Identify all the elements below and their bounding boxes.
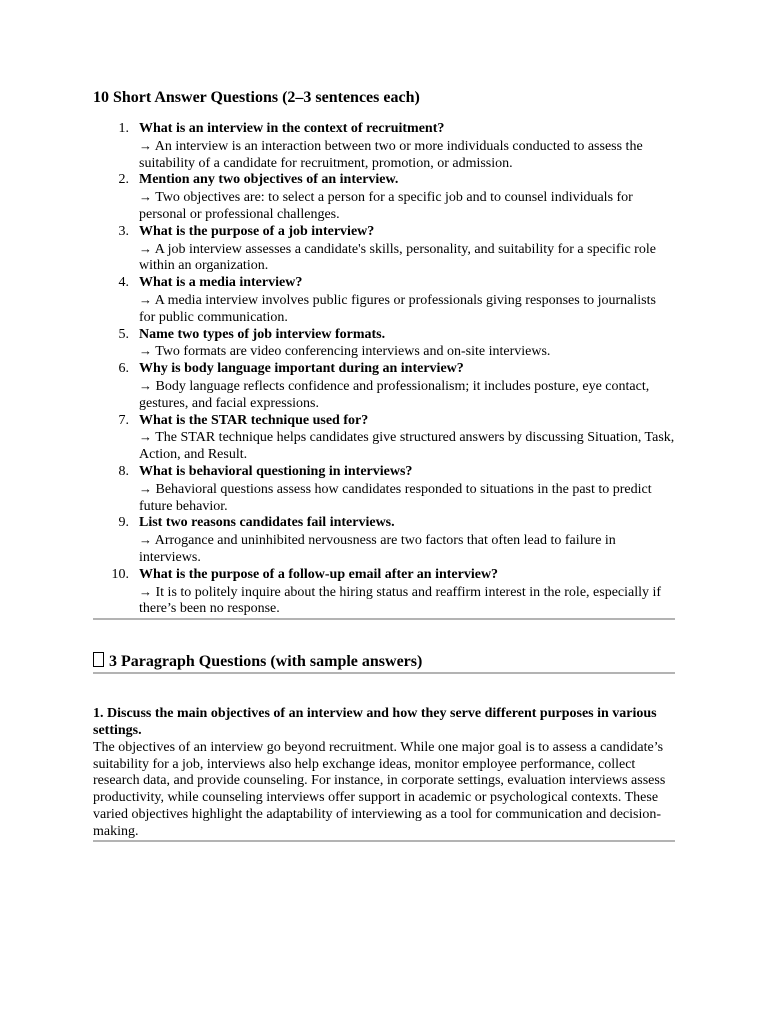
question-text: Name two types of job interview formats.: [139, 326, 386, 342]
list-item: [93, 464, 675, 515]
list-item: [93, 567, 675, 618]
list-item: [93, 413, 675, 464]
question-text: What is an interview in the context of recruitment?: [139, 121, 445, 136]
list-item: [93, 121, 675, 172]
short-answer-heading: 10 Short Answer Questions (2–3 sentences each): [93, 89, 420, 106]
arrow-icon: →: [139, 480, 152, 496]
arrow-icon: →: [139, 532, 152, 548]
paragraph-question-block: [93, 706, 675, 840]
list-item: [93, 172, 675, 223]
answer-text: → Two objectives are: to select a person for a specific job and to counsel individuals for personal or professional challenges.: [139, 189, 633, 222]
item-number: 3.: [118, 223, 129, 239]
question-text: Mention any two objectives of an interview.: [139, 172, 399, 188]
short-answer-list: [93, 121, 675, 618]
list-item: [93, 515, 675, 566]
item-number: 10.: [111, 566, 129, 582]
arrow-icon: →: [139, 291, 152, 307]
question-text: List two reasons candidates fail interviews.: [139, 515, 395, 531]
answer-text: → An interview is an interaction between two or more individuals conducted to assess the suitability of a candidate for recruitment, promotion, or admission.: [139, 137, 643, 171]
item-number: 5.: [118, 326, 129, 342]
answer-text: → Two formats are video conferencing interviews and on-site interviews.: [139, 343, 551, 360]
item-number: 6.: [118, 361, 129, 377]
answer-text: → It is to politely inquire about the hiring status and reaffirm interest in the role, especially if there’s been no response.: [139, 583, 662, 617]
section-divider: [93, 840, 675, 842]
arrow-icon: →: [139, 377, 152, 393]
list-item: [93, 327, 675, 362]
section-divider: [93, 672, 675, 674]
question-text: What is the STAR technique used for?: [139, 412, 369, 428]
answer-text: → A job interview assesses a candidate's skills, personality, and suitability for a specific role within an organization.: [139, 240, 656, 274]
item-number: 1.: [118, 121, 129, 136]
question-text: What is a media interview?: [139, 275, 303, 291]
answer-text: → The STAR technique helps candidates give structured answers by discussing Situation, Task, Action, and Result.: [139, 429, 675, 463]
document-page: [93, 88, 675, 842]
answer-text: → Arrogance and uninhibited nervousness are two factors that often lead to failure in interviews.: [139, 532, 616, 565]
question-text: What is the purpose of a follow-up email after an interview?: [139, 566, 499, 582]
arrow-icon: →: [139, 240, 152, 256]
item-number: 8.: [118, 463, 129, 479]
question-text: What is the purpose of a job interview?: [139, 223, 375, 239]
missing-glyph-box-icon: [93, 652, 104, 667]
paragraph-question: 1. Discuss the main objectives of an interview and how they serve different purposes in various settings.: [93, 706, 657, 738]
question-text: Why is body language important during an interview?: [139, 361, 464, 377]
question-text: What is behavioral questioning in interviews?: [139, 463, 413, 479]
answer-text: → Behavioral questions assess how candidates responded to situations in the past to predict future behavior.: [139, 480, 652, 514]
arrow-icon: →: [139, 429, 152, 445]
list-item: [93, 224, 675, 275]
paragraph-questions-heading: 3 Paragraph Questions (with sample answers): [93, 652, 675, 672]
paragraph-answer: The objectives of an interview go beyond recruitment. While one major goal is to assess a candidate’s suitability for a job, interviews also help exchange ideas, monitor employee performance, collect research data, and provide counseling. For instance, in corporate settings, evaluation interviews assess productivity, while counseling interviews offer support in academic or psychological contexts. These varied objectives highlight the adaptability of interviewing as a tool for communication and decision-making.: [93, 739, 666, 839]
section-divider: [93, 618, 675, 620]
arrow-icon: →: [139, 343, 152, 359]
list-item: [93, 275, 675, 326]
arrow-icon: →: [139, 137, 152, 153]
item-number: 2.: [118, 172, 129, 188]
answer-text: → A media interview involves public figures or professionals giving responses to journalists for public communication.: [139, 291, 656, 325]
arrow-icon: →: [139, 583, 152, 599]
item-number: 4.: [118, 275, 129, 291]
item-number: 7.: [118, 412, 129, 428]
list-item: [93, 361, 675, 412]
answer-text: → Body language reflects confidence and professionalism; it includes posture, eye contact, gestures, and facial expressions.: [139, 377, 650, 411]
item-number: 9.: [118, 515, 129, 531]
arrow-icon: →: [139, 189, 152, 205]
